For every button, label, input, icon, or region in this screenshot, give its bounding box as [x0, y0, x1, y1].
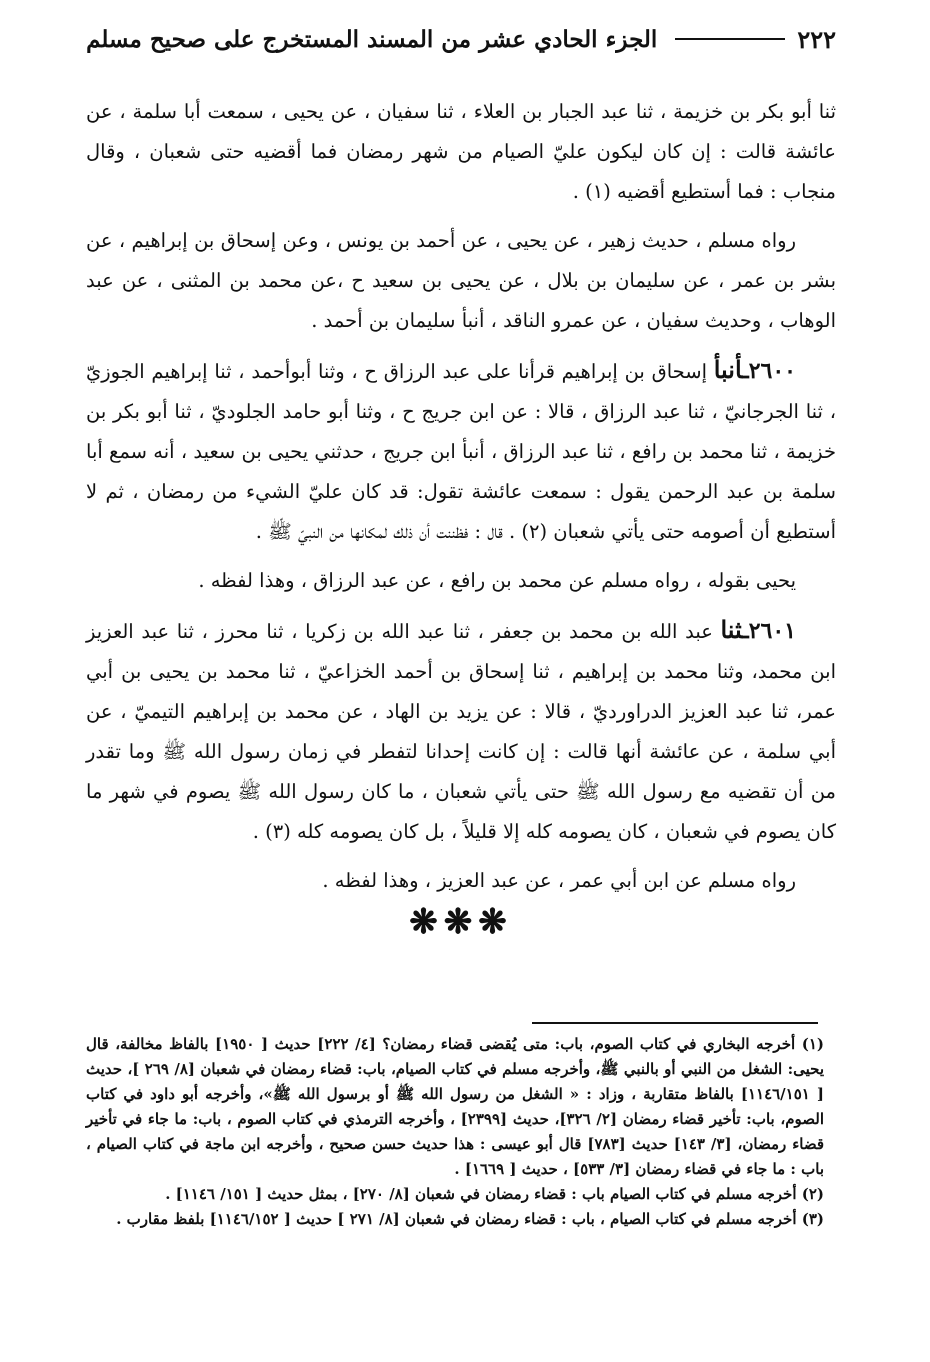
hadith-lead-word-2601: ثنا — [720, 615, 743, 644]
header-rule — [675, 38, 785, 40]
hadith-text-2601: عبد الله بن محمد بن جعفر ، ثنا عبد الله بن زكريا ، ثنا محرز ، ثنا عبد العزيز ابن محمد، وثنا محمد بن إبراهيم ، ثنا إسحاق بن أحمد الخزاعيّ ، ثنا محمد بن يحيى بن أبي عمر، ثنا عبد العزيز الدراورديّ ، قالا : عن يزيد بن الهاد ، عن محمد بن إبراهيم التيميّ ، عن أبي سلمة ، عن عائشة أنها قالت : إن كانت إحدانا لتفطر في زمان رسول الله ﷺ وما تقدر من أن تقضيه مع رسول الله ﷺ حتى يأتي شعبان ، ما كان رسول الله ﷺ يصوم في شهر ما كان يصوم في شعبان ، كان يصومه كله إلا قليلاً ، بل كان يصومه كله (٣) . — [86, 620, 836, 843]
footnote-1: (١) أخرجه البخاري في كتاب الصوم، باب: متى يُقضى قضاء رمضان؟ [٤/ ٢٢٢] حديث [ ١٩٥٠] بالفاظ مخالفة، قال يحيى: الشغل من النبي أو بالنبي ﷺ، وأخرجه مسلم في كتاب الصيام، باب: قضاء رمضان في شعبان [٨/ ٢٦٩ ]، حديث [ ١١٤٦/١٥١] بالفاظ متقاربة ، وزاد : « الشغل من رسول الله ﷺ أو برسول الله ﷺ»، وأخرجه أبو داود في كتاب الصوم، باب: تأخير قضاء رمضان [٢/ ٣٢٦]، حديث [٢٣٩٩] ، وأخرجه الترمذي في كتاب الصوم ، باب: ما جاء في تأخير قضاء رمضان، [٣/ ١٤٣] حديث [٧٨٣] قال أبو عيسى : هذا حديث حسن صحيح ، وأخرجه ابن ماجة في كتاب الصيام ، باب : ما جاء في قضاء رمضان [٣/ ٥٣٣] ، حديث [ ١٦٦٩] . — [86, 1035, 825, 1178]
hadith-number-2601: ٢٦٠١ـ — [742, 618, 796, 644]
hadith-number-2600: ٢٦٠٠ـ — [742, 358, 796, 384]
paragraph-riwayah-2: يحيى بقوله ، رواه مسلم عن محمد بن رافع ، عن عبد الرزاق ، وهذا لفظه . — [198, 569, 796, 592]
main-text — [86, 92, 836, 910]
hadith-lead-word-2600: أنبأ — [713, 355, 743, 384]
footnote-rule — [532, 1022, 818, 1024]
footnote-2: (٢) أخرجه مسلم في كتاب الصيام باب : قضاء رمضان في شعبان [٨/ ٢٧٠] ، بمثل حديث [ ١٥١/ ١١٤٦] . — [165, 1185, 824, 1203]
paragraph-riwayah-3: رواه مسلم عن ابن أبي عمر ، عن عبد العزيز ، وهذا لفظه . — [322, 869, 796, 892]
page-header — [86, 14, 836, 64]
footnote-3: (٣) أخرجه مسلم في كتاب الصيام ، باب : قضاء رمضان في شعبان [٨/ ٢٧١ ] حديث [ ١١٤٦/١٥٢] بلفظ مقارب . — [116, 1210, 824, 1228]
running-title: الجزء الحادي عشر من المسند المستخرج على صحيح مسلم — [86, 25, 658, 53]
paragraph-isnad-continuation: ثنا أبو بكر بن خزيمة ، ثنا عبد الجبار بن العلاء ، ثنا سفيان ، عن يحيى ، سمعت أبا سلمة ، عن عائشة قالت : إن كان ليكون عليّ الصيام من شهر رمضان فما أقضيه حتى شعبان ، وقال منجاب : فما أستطيع أقضيه (١) . — [86, 100, 836, 203]
paragraph-riwayah-1: رواه مسلم ، حديث زهير ، عن يحيى ، عن أحمد بن يونس ، وعن إسحاق بن إبراهيم ، عن بشر بن عمر ، عن سليمان بن بلال ، عن يحيى بن سعيد ح ،عن محمد بن المثنى ، عن عبد الوهاب ، وحديث سفيان ، عن عمرو الناقد ، أنبأ سليمان بن أحمد . — [86, 229, 836, 332]
section-separator-stars: ❋❋❋ — [409, 902, 513, 942]
hadith-2600 — [86, 350, 836, 552]
hadith-text-2600: إسحاق بن إبراهيم قرأنا على عبد الرزاق ح ، وثنا أبوأحمد ، ثنا إبراهيم الجوزيّ ، ثنا الجرجانيّ ، ثنا عبد الرزاق ، قالا : عن ابن جريج ح ، وثنا أبو حامد الجلوديّ ، ثنا أبو بكر بن خزيمة ، ثنا محمد بن رافع ، ثنا عبد الرزاق ، أنبأ ابن جريج ، حدثني يحيى بن سعيد ، أنه سمع أبا سلمة بن عبد الرحمن يقول : سمعت عائشة تقول: قد كان عليّ الشيء من رمضان ، ثم لا أستطيع أن أصومه حتى يأتي شعبان (٢) . قال : فظننت أن ذلك لمكانها من النبيّ ﷺ . — [86, 360, 836, 543]
hadith-2601 — [86, 610, 836, 852]
footnotes — [86, 1032, 824, 1232]
page-number: ٢٢٢ — [797, 24, 836, 54]
